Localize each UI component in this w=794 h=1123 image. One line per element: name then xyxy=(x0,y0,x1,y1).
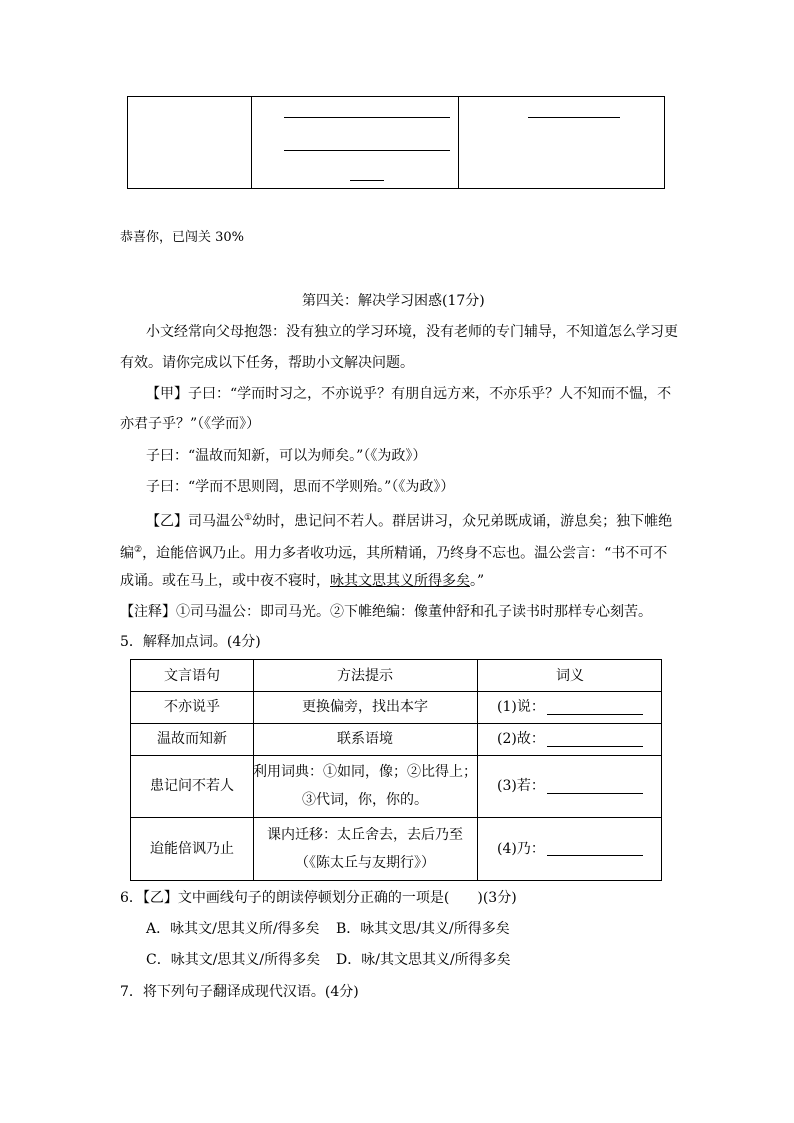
top-table-fragment xyxy=(127,96,665,189)
table-cell-sentence: 患记问不若人 xyxy=(150,778,234,794)
answer-label: (1)说： xyxy=(497,699,545,715)
answer-blank[interactable] xyxy=(547,732,643,747)
passage-jia-line-1: 【甲】子曰：“学而时习之，不亦说乎？有朋自远方来，不亦乐乎？人不知而不愠，不 xyxy=(146,386,672,402)
table-cell-hint: 联系语境 xyxy=(337,731,393,747)
answer-blank[interactable] xyxy=(547,700,643,715)
table-cell-answer[interactable] xyxy=(477,755,663,817)
passage-yi-text: ，迨能倍讽乃止。用力多者收功远，其所精诵，乃终身不忘也。温公尝言：“书不可不 xyxy=(142,545,668,562)
footnote-marker: ② xyxy=(134,545,143,555)
answer-blank xyxy=(284,150,450,151)
word-meaning-table xyxy=(130,659,662,881)
table-divider xyxy=(458,97,459,188)
table-cell-sentence: 不亦说乎 xyxy=(164,699,220,715)
question-6: 6．【乙】文中画线句子的朗读停顿划分正确的一项是( )(3分) xyxy=(120,890,517,906)
answer-blank xyxy=(528,117,620,118)
annotation-note: 【注释】①司马温公：即司马光。②下帷绝编：像董仲舒和孔子读书时那样专心刻苦。 xyxy=(120,604,652,620)
answer-blank[interactable] xyxy=(547,841,643,856)
passage-jia-line-4: 子曰：“学而不思则罔，思而不学则殆。”（《为政》） xyxy=(146,479,455,495)
hint-line: （《陈太丘与友期行》） xyxy=(295,854,435,871)
answer-blank[interactable] xyxy=(547,779,643,794)
table-divider xyxy=(251,97,252,188)
table-cell-sentence: 迨能倍讽乃止 xyxy=(150,840,234,857)
hint-line: 利用词典：①如同，像；②比得上； xyxy=(253,764,477,780)
option-d[interactable]: D．咏/其文思其义/所得多矣 xyxy=(336,952,511,968)
table-cell-sentence: 温故而知新 xyxy=(157,731,227,747)
passage-jia-line-2: 亦君子乎？”（《学而》） xyxy=(120,416,261,432)
table-header-cell: 方法提示 xyxy=(337,667,393,684)
option-b[interactable]: B．咏其文思/其义/所得多矣 xyxy=(336,921,510,937)
passage-yi-text: 。” xyxy=(470,573,485,589)
passage-jia-line-3: 子曰：“温故而知新，可以为师矣。”（《为政》） xyxy=(146,448,427,464)
table-cell-answer[interactable] xyxy=(477,691,663,723)
underlined-sentence: 咏其文思其义所得多矣 xyxy=(330,573,470,589)
progress-text: 恭喜你，已闯关 30% xyxy=(120,230,245,245)
hint-line: 课内迁移：太丘舍去，去后乃至 xyxy=(267,826,463,843)
footnote-marker: ① xyxy=(244,513,253,523)
intro-line-2: 有效。请你完成以下任务，帮助小文解决问题。 xyxy=(120,355,414,371)
intro-line-1: 小文经常向父母抱怨：没有独立的学习环境，没有老师的专门辅导，不知道怎么学习更 xyxy=(146,324,678,340)
question-5: 5．解释加点词。(4分) xyxy=(120,634,261,650)
answer-label: (4)乃： xyxy=(497,840,545,857)
option-a[interactable]: A．咏其文/思其义所/得多矣 xyxy=(146,921,320,937)
table-header-cell: 词义 xyxy=(556,667,584,684)
table-cell-hint xyxy=(253,817,477,880)
table-header-cell: 文言语句 xyxy=(164,667,220,684)
passage-yi-text: 成诵。或在马上，或中夜不寝时， xyxy=(120,573,330,589)
passage-yi-text: 幼时，患记问不若人。群居讲习，众兄弟既成诵，游息矣；独下帷绝 xyxy=(252,513,673,530)
table-cell-hint: 更换偏旁，找出本字 xyxy=(302,699,428,715)
answer-label: (3)若： xyxy=(497,778,545,794)
table-cell-answer[interactable] xyxy=(477,723,663,755)
answer-label: (2)故： xyxy=(497,731,545,747)
hint-line: ③代词，你，你的。 xyxy=(302,792,428,808)
answer-blank xyxy=(350,180,384,181)
passage-yi-line-3 xyxy=(120,571,484,591)
passage-yi-line-2 xyxy=(120,540,667,564)
passage-yi-line-1 xyxy=(146,508,672,532)
passage-yi-text: 编 xyxy=(120,545,134,562)
question-7: 7．将下列句子翻译成现代汉语。(4分) xyxy=(120,984,359,1000)
section-title: 第四关：解决学习困惑(17分) xyxy=(302,293,485,309)
table-cell-hint xyxy=(253,755,477,817)
table-cell-answer[interactable] xyxy=(477,817,663,880)
option-c[interactable]: C．咏其文/思其义/所得多矣 xyxy=(146,952,321,968)
passage-yi-text: 【乙】司马温公 xyxy=(146,513,244,530)
answer-blank xyxy=(284,117,450,118)
